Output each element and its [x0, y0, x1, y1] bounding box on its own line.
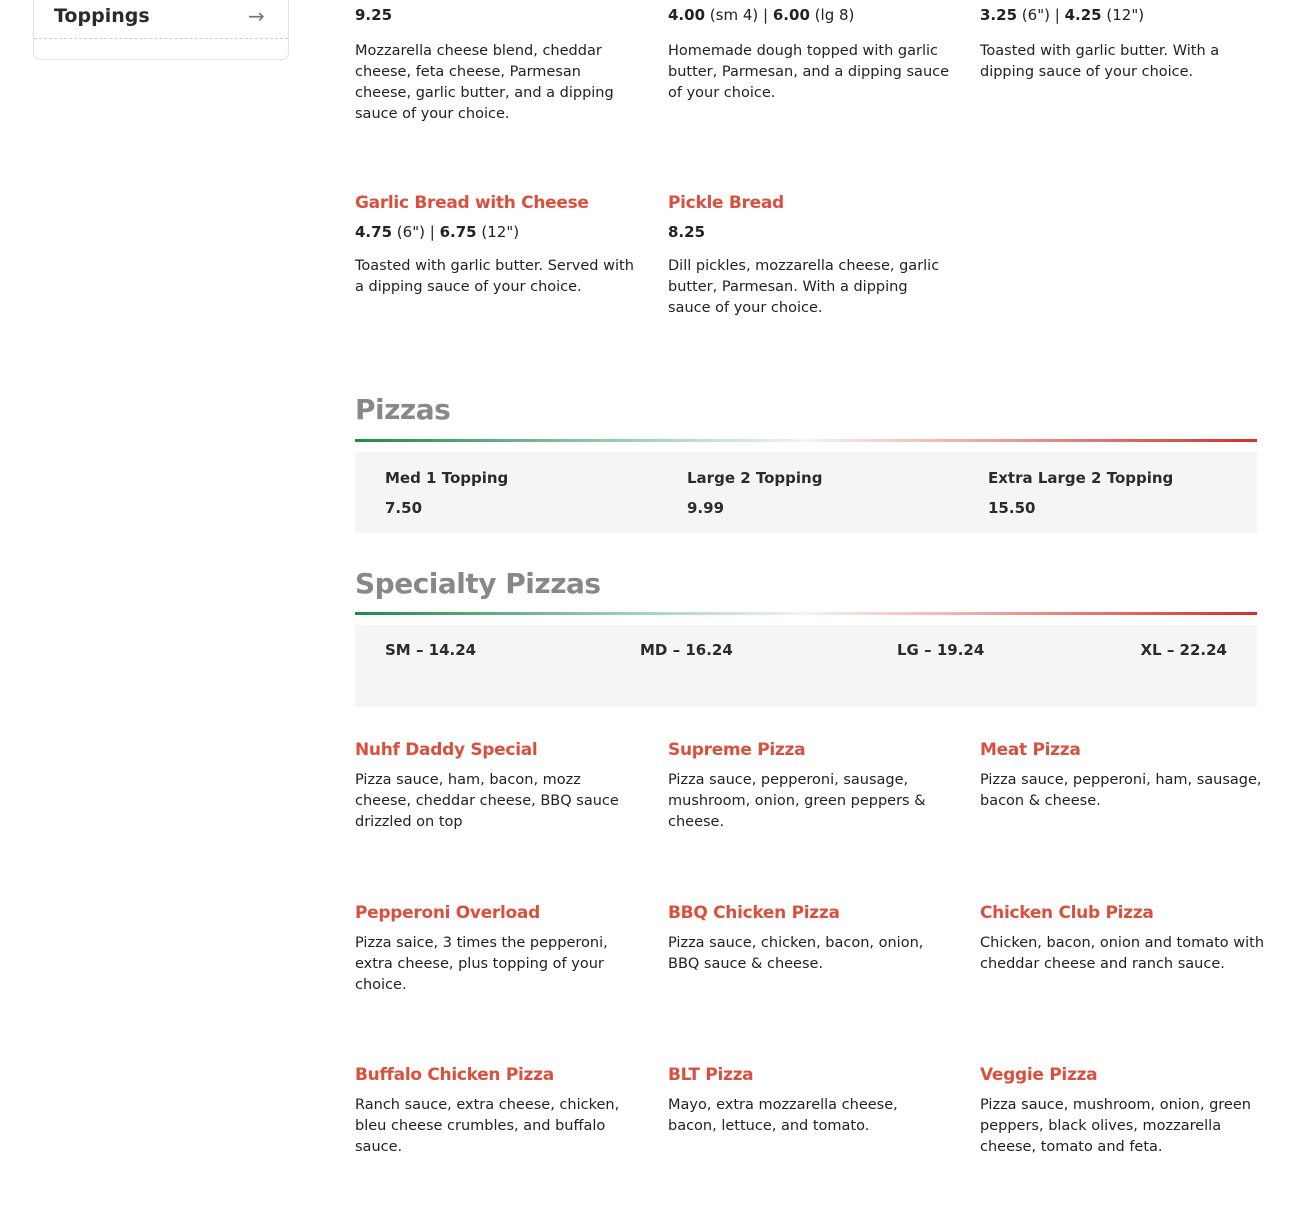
item-name: Pepperoni Overload — [355, 903, 540, 923]
size-price: 9.99 — [687, 499, 725, 517]
item-name: Garlic Bread with Cheese — [355, 193, 589, 213]
item-description: Mozzarella cheese blend, cheddar cheese, feta cheese, Parmesan cheese, garlic butter, and a dipping sauce of your choice. — [355, 43, 614, 122]
item-name: BLT Pizza — [668, 1065, 754, 1085]
size-option — [687, 469, 822, 517]
size-price-lg: LG – 19.24 — [897, 641, 985, 659]
size-name: Extra Large 2 Topping — [988, 469, 1174, 487]
size-option — [385, 469, 508, 517]
item-price: 4.75 (6") | 6.75 (12") — [355, 223, 520, 241]
size-name: Med 1 Topping — [385, 469, 509, 487]
pizza-size-panel — [355, 452, 1257, 533]
menu-item — [980, 1065, 1270, 1158]
size-price-xl: XL – 22.24 — [1140, 641, 1227, 659]
specialty-size-panel — [355, 625, 1257, 707]
menu-item — [355, 740, 637, 833]
section-divider — [355, 612, 1257, 615]
item-description: Pizza saice, 3 times the pepperoni, extra cheese, plus topping of your choice. — [355, 935, 608, 993]
item-name: BBQ Chicken Pizza — [668, 903, 840, 923]
item-name: Pickle Bread — [668, 193, 784, 213]
item-description: Chicken, bacon, onion and tomato with cheddar cheese and ranch sauce. — [980, 935, 1265, 972]
item-name: Buffalo Chicken Pizza — [355, 1065, 554, 1085]
menu-item — [355, 6, 637, 125]
item-name: Veggie Pizza — [980, 1065, 1098, 1085]
item-description: Mayo, extra mozzarella cheese, bacon, lettuce, and tomato. — [668, 1097, 898, 1134]
category-sidebar — [33, 0, 289, 60]
section-title-specialty-pizzas: Specialty Pizzas — [355, 567, 601, 600]
item-name: Nuhf Daddy Special — [355, 740, 538, 760]
item-price: 4.00 (sm 4) | 6.00 (lg 8) — [668, 6, 855, 24]
item-description: Pizza sauce, chicken, bacon, onion, BBQ sauce & cheese. — [668, 935, 924, 972]
size-price: 15.50 — [988, 499, 1036, 517]
sidebar-item-toppings[interactable] — [34, 0, 288, 39]
menu-item — [668, 6, 950, 104]
item-description: Toasted with garlic butter. Served with a dipping sauce of your choice. — [355, 258, 634, 295]
menu-item — [355, 903, 637, 996]
item-description: Toasted with garlic butter. With a dipping sauce of your choice. — [980, 43, 1220, 80]
item-price: 8.25 — [668, 223, 706, 241]
size-name: Large 2 Topping — [687, 469, 823, 487]
item-description: Pizza sauce, pepperoni, ham, sausage, bacon & cheese. — [980, 772, 1262, 809]
item-description: Dill pickles, mozzarella cheese, garlic butter, Parmesan. With a dipping sauce of your choice. — [668, 258, 940, 316]
menu-item — [355, 1065, 637, 1158]
menu-item — [668, 1065, 950, 1137]
item-name: Supreme Pizza — [668, 740, 806, 760]
item-description: Pizza sauce, ham, bacon, mozz cheese, cheddar cheese, BBQ sauce drizzled on top — [355, 772, 619, 830]
item-price: 9.25 — [355, 6, 393, 24]
menu-item — [980, 740, 1270, 812]
size-price: 7.50 — [385, 499, 423, 517]
item-description: Homemade dough topped with garlic butter, Parmesan, and a dipping sauce of your choice. — [668, 43, 950, 101]
item-price: 3.25 (6") | 4.25 (12") — [980, 6, 1145, 24]
sidebar-item-label: Toppings — [54, 5, 150, 27]
menu-item — [980, 6, 1262, 83]
item-description: Pizza sauce, mushroom, onion, green peppers, black olives, mozzarella cheese, tomato and feta. — [980, 1097, 1251, 1155]
section-divider — [355, 439, 1257, 442]
size-price-md: MD – 16.24 — [640, 641, 733, 659]
item-name: Chicken Club Pizza — [980, 903, 1154, 923]
item-name: Meat Pizza — [980, 740, 1081, 760]
arrow-right-icon: → — [248, 4, 265, 28]
section-title-pizzas: Pizzas — [355, 393, 451, 426]
menu-item — [355, 193, 637, 298]
menu-item — [668, 903, 950, 975]
size-option — [988, 469, 1173, 517]
item-description: Pizza sauce, pepperoni, sausage, mushroom, onion, green peppers & cheese. — [668, 772, 926, 830]
menu-item — [668, 740, 950, 833]
size-price-sm: SM – 14.24 — [385, 641, 477, 659]
menu-item — [668, 193, 950, 319]
item-description: Ranch sauce, extra cheese, chicken, bleu cheese crumbles, and buffalo sauce. — [355, 1097, 620, 1155]
menu-item — [980, 903, 1270, 975]
